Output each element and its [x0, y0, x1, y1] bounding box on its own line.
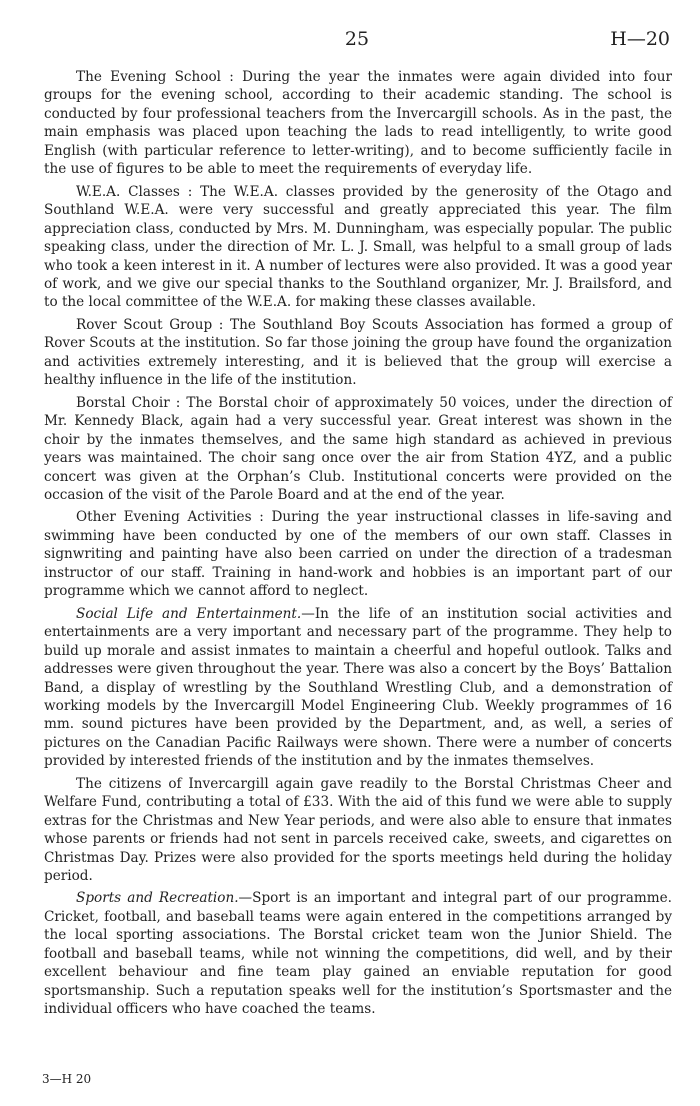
- paragraph-text: The W.E.A. classes provided by the generosity of the Otago and Southland W.E.A. were very successful and greatly appreciated this year. The film appreciation class, conducted by Mrs. M. Dunningham, was especially popular. The public speaking class, under the direction of Mr. L. J. Small, was helpful to a small group of lads who took a keen interest in it. A number of lectures were also provided. It was a good year of work, and we give our special thanks to the Southland organizer, Mr. J. Brailsford, and to the local committee of the W.E.A. for making these classes available.: [44, 183, 672, 311]
- paragraph-evening-school: [44, 68, 672, 179]
- paragraph-other-evening-activities: [44, 508, 672, 600]
- paragraph-lead: Social Life and Entertainment.: [76, 605, 302, 622]
- document-code: H—20: [610, 28, 670, 50]
- paragraph-lead: Sports and Recreation.: [76, 890, 239, 907]
- paragraph-borstal-choir: [44, 394, 672, 505]
- page-number: 25: [344, 28, 370, 50]
- paragraph-social-life: [44, 605, 672, 771]
- paragraph-lead: Borstal Choir :: [76, 394, 181, 411]
- paragraph-text: —Sport is an important and integral part of our programme. Cricket, football, and baseball teams were again entered in the competitions arranged by the local sporting associations. The Borstal cricket team won the Junior Shield. The football and baseball teams, while not winning the competitions, did well, and by their excellent behaviour and fine team play gained an enviable reputation for good sportsmanship. Such a reputation speaks well for the institution’s Sportsmaster and the individual officers who have coached the teams.: [44, 890, 673, 1018]
- paragraph-lead: W.E.A. Classes :: [76, 183, 193, 200]
- footer-code: 3—H 20: [42, 1072, 92, 1086]
- paragraph-text: The Borstal choir of approximately 50 voices, under the direction of Mr. Kennedy Black, again had a very successful year. Great interest was shown in the choir by the inmates themselves, and the same high standard as achieved in previous years was maintained. The choir sang once over the air from Station 4YZ, and a public concert was given at the Orphan’s Club. Institutional concerts were provided on the occasion of the visit of the Parole Board and at the end of the year.: [44, 394, 672, 503]
- paragraph-rover-scout-group: [44, 316, 672, 390]
- paragraph-lead: The Evening School :: [76, 69, 234, 85]
- paragraph-text: During the year the inmates were again divided into four groups for the evening school, according to their academic standing. The school is conducted by four professional teachers from the Invercargill schools. As in the past, the main emphasis was placed upon teaching the lads to read intelligently, to write good English (with particular reference to letter-writing), and to become sufficiently facile in the use of figures to be able to meet the requirements of everyday life.: [44, 69, 672, 178]
- body-text: [44, 68, 672, 1023]
- paragraph-christmas-cheer-fund: [44, 775, 672, 886]
- paragraph-lead: Rover Scout Group :: [76, 316, 224, 333]
- paragraph-wea-classes: [44, 183, 672, 312]
- paragraph-text: The citizens of Invercargill again gave readily to the Borstal Christmas Cheer and Welfare Fund, contributing a total of £33. With the aid of this fund we were able to supply extras for the Christmas and New Year periods, and were also able to ensure that inmates whose parents or friends had not sent in parcels received cake, sweets, and cigarettes on Christmas Day. Prizes were also provided for the sports meetings held during the holiday period.: [44, 775, 672, 885]
- paragraph-text: —In the life of an institution social activities and entertainments are a very important and necessary part of the programme. They help to build up morale and assist inmates to maintain a cheerful and hopeful outlook. Talks and addresses were given throughout the year. There was also a concert by the Boys’ Battalion Band, a display of wrestling by the Southland Wrestling Club, and a demonstration of working models by the Invercargill Model Engineering Club. Weekly programmes of 16 mm. sound pictures have been provided by the Department, and, as well, a series of pictures on the Canadian Pacific Railways were shown. There were a number of concerts provided by interested friends of the institution and by the inmates themselves.: [44, 605, 672, 770]
- paragraph-lead: Other Evening Activities :: [76, 509, 264, 526]
- paragraph-text: The Southland Boy Scouts Association has formed a group of Rover Scouts at the institution. So far those joining the group have found the organization and activities extremely interesting, and it is believed that the group will exercise a healthy influence in the life of the institution.: [44, 316, 673, 389]
- paragraph-text: During the year instructional classes in life-saving and swimming have been conducted by one of the members of our own staff. Classes in signwriting and painting have also been carried on under the direction of a tradesman instructor of our staff. Training in hand-work and hobbies is an important part of our programme which we cannot afford to neglect.: [44, 509, 672, 600]
- paragraph-sports-recreation: [44, 889, 672, 1018]
